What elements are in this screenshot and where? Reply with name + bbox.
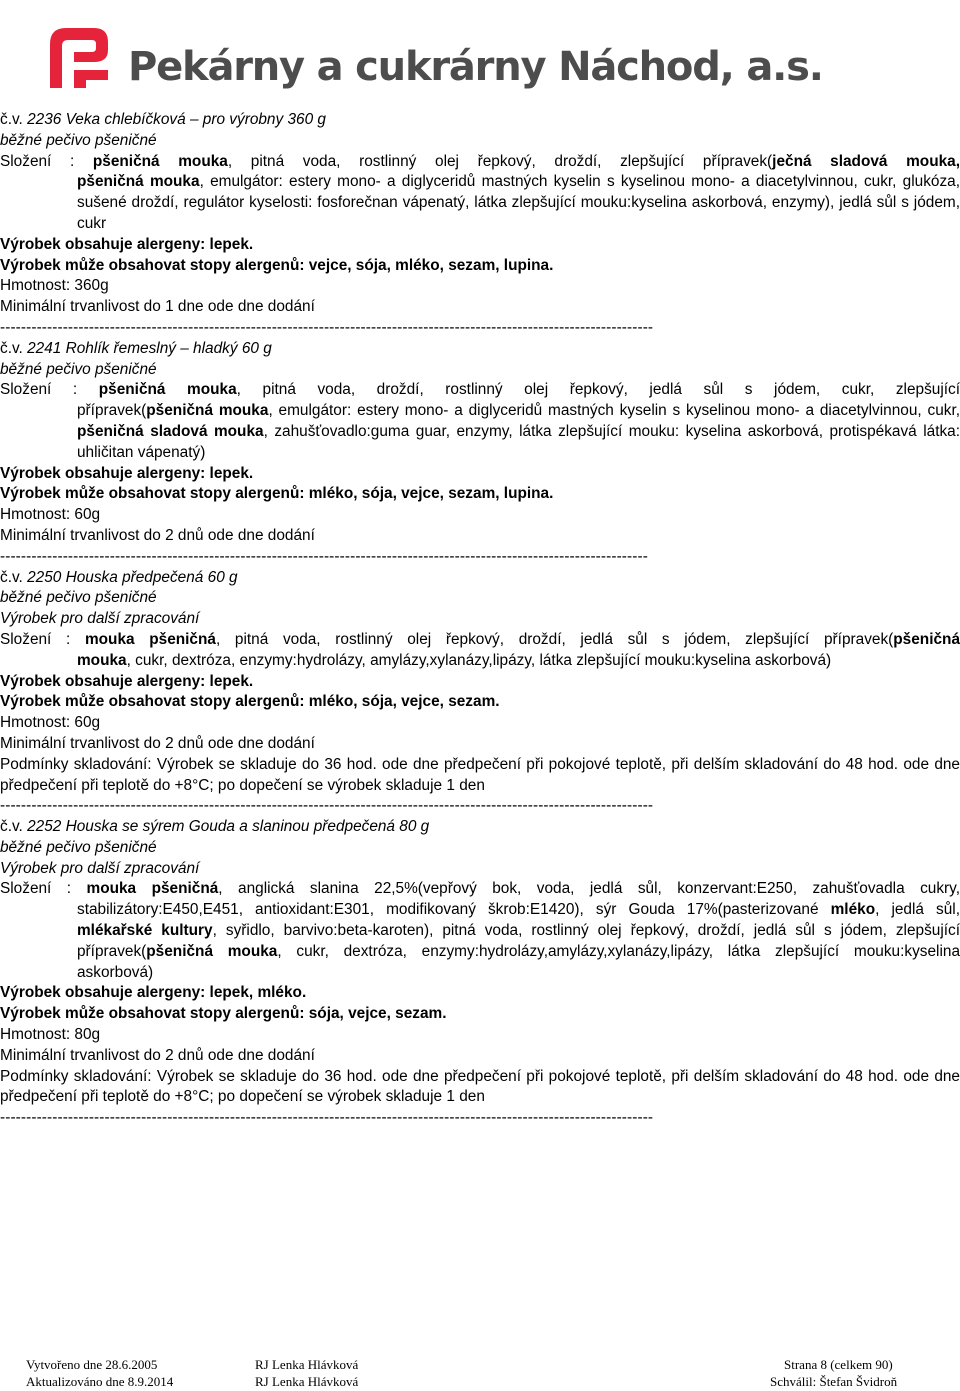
- allergen-ingredient: pšeničná mouka: [98, 381, 237, 399]
- company-logo-icon: [46, 24, 112, 92]
- product-block: [0, 110, 960, 339]
- product-code-prefix: č.v.: [0, 111, 23, 128]
- product-type: běžné pečivo pšeničné: [0, 131, 157, 149]
- separator-line: -----------------------------------------------------------------------------------------------------------------------------: [0, 797, 654, 815]
- page-number: Strana 8 (celkem 90): [784, 1357, 893, 1372]
- storage-conditions: Podmínky skladování: Výrobek se skladuje do 36 hod. ode dne předpečení při pokojové teplotě, při delším skladování do 48 hod. ode dne předpečení při teplotě do +8°C; po dopečení se výrobek skladuje 1 den: [0, 1067, 960, 1106]
- allergen-ingredient: pšeničná mouka: [92, 152, 228, 170]
- shelf-life: Minimální trvanlivost do 1 dne ode dne dodání: [0, 298, 315, 316]
- ingredient-text: stabilizátory:E450,E451, antioxidant:E301, modifikovaný škrob:E1420), sýr Gouda 17%(pasterizované: [77, 901, 831, 919]
- traces-statement: Výrobek může obsahovat stopy alergenů: vejce, sója, mléko, sezam, lupina.: [0, 256, 554, 274]
- product-title: [0, 339, 960, 360]
- product-name: 2236 Veka chlebíčková – pro výrobny 360 g: [27, 111, 326, 128]
- product-name: 2250 Houska předpečená 60 g: [27, 568, 238, 586]
- ingredient-text: , syřidlo, barvivo:beta-karoten), pitná voda, rostlinný olej řepkový, droždí, jedlá sůl s jódem, zlepšující přípravek(: [77, 922, 960, 960]
- allergens-statement: Výrobek obsahuje alergeny: lepek, mléko.: [0, 984, 307, 1002]
- product-purpose: Výrobek pro další zpracování: [0, 610, 200, 628]
- product-type: běžné pečivo pšeničné: [0, 838, 157, 856]
- product-weight: Hmotnost: 60g: [0, 506, 101, 524]
- separator-line: ----------------------------------------------------------------------------------------------------------------------------: [0, 547, 648, 565]
- product-list: [0, 110, 960, 1129]
- product-name: 2241 Rohlík řemeslný – hladký 60 g: [27, 339, 272, 357]
- ingredient-text: přípravek(: [77, 402, 147, 420]
- allergen-ingredient: pšeničná mouka: [146, 402, 269, 420]
- ingredient-text: , cukr, dextróza, enzymy:hydrolázy,amylázy,xylanázy,lipázy, látka zlepšující mouku:kyselina askorbová): [77, 942, 960, 981]
- product-title: [0, 817, 960, 838]
- product-title: [0, 110, 960, 131]
- composition-first-line: [0, 879, 960, 900]
- allergen-ingredient: mouka pšeničná: [84, 630, 216, 648]
- created-date: Vytvořeno dne 28.6.2005: [26, 1357, 158, 1372]
- allergen-ingredient: mouka: [77, 651, 127, 669]
- composition-label: Složení :: [0, 630, 71, 648]
- approved-by: Schválil: Štefan Švidroň: [770, 1374, 898, 1389]
- product-block: [0, 339, 960, 568]
- ingredient-text: , pitná voda, rostlinný olej řepkový, droždí, zlepšující přípravek(: [227, 152, 773, 170]
- composition-continuation: [0, 401, 960, 463]
- product-code-prefix: č.v.: [0, 818, 23, 836]
- product-purpose: Výrobek pro další zpracování: [0, 859, 200, 877]
- product-weight: Hmotnost: 60g: [0, 714, 101, 732]
- storage-conditions: Podmínky skladování: Výrobek se skladuje do 36 hod. ode dne předpečení při pokojové teplotě, při delším skladování do 48 hod. ode dne předpečení při teplotě do +8°C; po dopečení se výrobek skladuje 1 den: [0, 755, 960, 794]
- composition: [0, 879, 960, 983]
- product-type: běžné pečivo pšeničné: [0, 360, 157, 378]
- allergen-ingredient: pšeničná sladová mouka: [77, 422, 264, 440]
- updated-date: Aktualizováno dne 8.9.2014: [26, 1374, 174, 1389]
- ingredient-text: , pitná voda, rostlinný olej řepkový, droždí, jedlá sůl s jódem, zlepšující přípravek(: [215, 630, 894, 648]
- product-weight: Hmotnost: 360g: [0, 277, 109, 295]
- product-block: [0, 568, 960, 818]
- company-name: Pekárny a cukrárny Náchod, a.s.: [128, 44, 823, 90]
- ingredient-text: , zahušťovadlo:guma guar, enzymy, látka zlepšující mouku: kyselina askorbová, protispékavá látka: uhličitan vápenatý): [77, 422, 960, 461]
- product-code-prefix: č.v.: [0, 339, 23, 357]
- separator-line: -----------------------------------------------------------------------------------------------------------------------------: [0, 1109, 654, 1127]
- product-type: běžné pečivo pšeničné: [0, 589, 157, 607]
- ingredient-text: , anglická slanina 22,5%(vepřový bok, voda, jedlá sůl, konzervant:E250, zahušťovadla cukry,: [218, 880, 960, 898]
- shelf-life: Minimální trvanlivost do 2 dnů ode dne dodání: [0, 526, 315, 544]
- product-title: [0, 568, 960, 589]
- ingredient-text: , emulgátor: estery mono- a diglyceridů mastných kyselin s kyselinou mono- a diacetylvinnou, cukr,: [268, 402, 960, 420]
- allergens-statement: Výrobek obsahuje alergeny: lepek.: [0, 672, 254, 690]
- ingredient-text: , emulgátor: estery mono- a diglyceridů mastných kyselin s kyselinou mono- a diacetylvinnou, cukr, glukóza, sušené droždí, regulátor kyselosti: fosforečnan vápenatý, látka zlepšující mouku:kyselina askorbová, enzymy), jedlá sůl s jódem, cukr: [77, 173, 960, 232]
- composition-first-line: [0, 630, 960, 651]
- composition-label: Složení :: [0, 880, 72, 898]
- composition: [0, 152, 960, 235]
- composition-label: Složení :: [0, 381, 78, 399]
- ingredient-text: , jedlá sůl,: [875, 901, 960, 919]
- allergen-ingredient: mlékařské kultury: [77, 922, 213, 940]
- allergen-ingredient: ječná sladová mouka,: [772, 152, 960, 170]
- composition: [0, 380, 960, 463]
- author-updated: RJ Lenka Hlávková: [255, 1374, 359, 1389]
- composition-continuation: [0, 900, 960, 983]
- composition-label: Složení :: [0, 152, 75, 170]
- allergens-statement: Výrobek obsahuje alergeny: lepek.: [0, 464, 254, 482]
- composition-continuation: [0, 651, 960, 672]
- product-weight: Hmotnost: 80g: [0, 1026, 101, 1044]
- composition-first-line: [0, 152, 960, 173]
- separator-line: -----------------------------------------------------------------------------------------------------------------------------: [0, 318, 654, 336]
- allergen-ingredient: pšeničná mouka: [77, 173, 200, 191]
- traces-statement: Výrobek může obsahovat stopy alergenů: sója, vejce, sezam.: [0, 1005, 447, 1023]
- allergen-ingredient: mléko: [830, 901, 876, 919]
- product-block: [0, 817, 960, 1129]
- author-created: RJ Lenka Hlávková: [255, 1357, 359, 1372]
- ingredient-text: , cukr, dextróza, enzymy:hydrolázy, amylázy,xylanázy,lipázy, látka zlepšující mouku:kyselina askorbová): [126, 651, 832, 669]
- shelf-life: Minimální trvanlivost do 2 dnů ode dne dodání: [0, 734, 315, 752]
- shelf-life: Minimální trvanlivost do 2 dnů ode dne dodání: [0, 1046, 315, 1064]
- page-header: [0, 0, 960, 110]
- allergens-statement: Výrobek obsahuje alergeny: lepek.: [0, 235, 254, 253]
- composition-first-line: [0, 380, 960, 401]
- traces-statement: Výrobek může obsahovat stopy alergenů: mléko, sója, vejce, sezam, lupina.: [0, 485, 554, 503]
- ingredient-text: , pitná voda, droždí, rostlinný olej řepkový, jedlá sůl s jódem, cukr, zlepšující: [236, 381, 960, 399]
- composition-continuation: [0, 172, 960, 234]
- composition: [0, 630, 960, 672]
- product-code-prefix: č.v.: [0, 568, 23, 586]
- traces-statement: Výrobek může obsahovat stopy alergenů: mléko, sója, vejce, sezam.: [0, 693, 500, 711]
- allergen-ingredient: pšeničná mouka: [146, 942, 278, 960]
- product-name: 2252 Houska se sýrem Gouda a slaninou předpečená 80 g: [27, 818, 430, 836]
- allergen-ingredient: pšeničná: [893, 630, 960, 648]
- allergen-ingredient: mouka pšeničná: [86, 880, 219, 898]
